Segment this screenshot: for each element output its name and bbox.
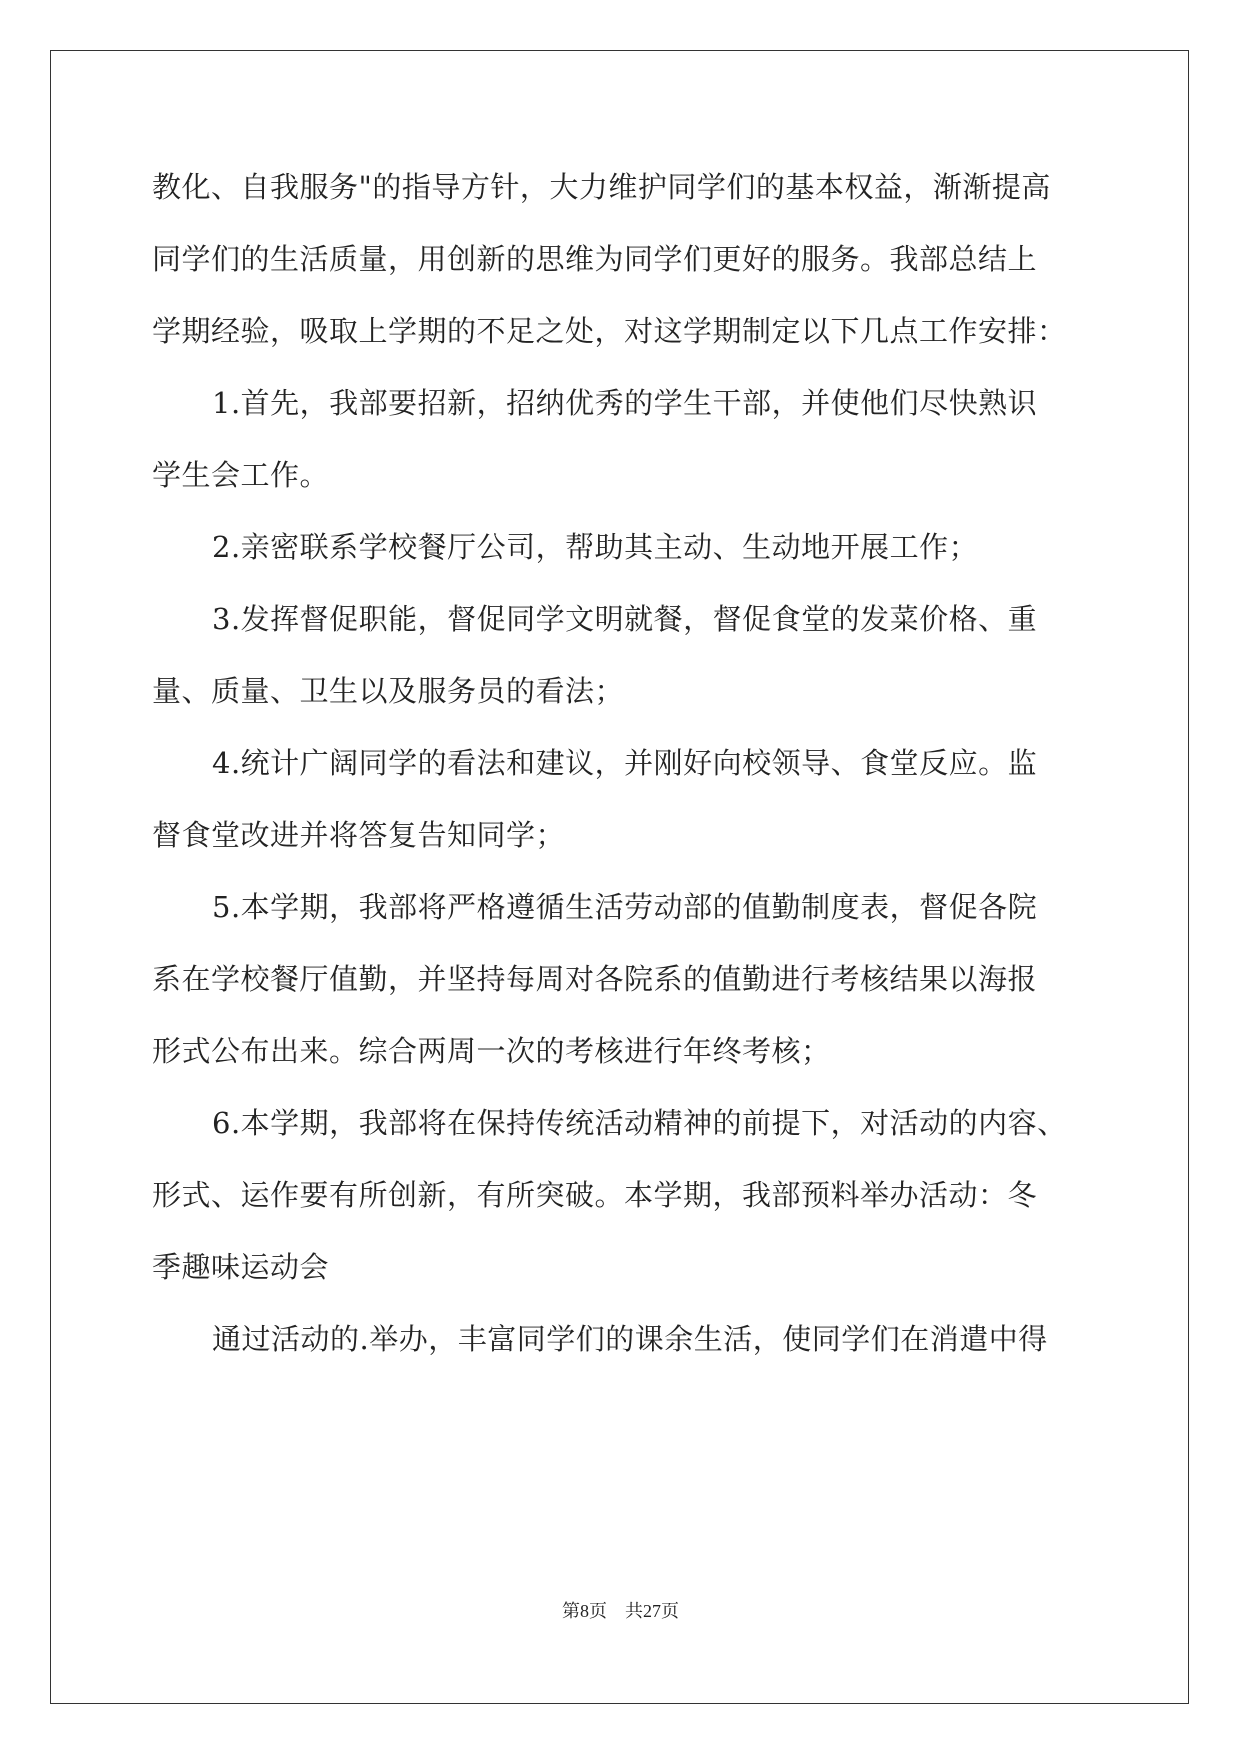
page-footer: [0, 1599, 1241, 1624]
text-line: 同学们的生活质量，用创新的思维为同学们更好的服务。我部总结上: [152, 242, 1038, 276]
page-prefix: 第: [562, 1601, 580, 1622]
total-suffix: 页: [661, 1601, 679, 1622]
text-line: 1.首先，我部要招新，招纳优秀的学生干部，并使他们尽快熟识: [212, 386, 1038, 420]
text-line: 4.统计广阔同学的看法和建议，并刚好向校领导、食堂反应。监: [212, 746, 1038, 780]
page-border: [50, 50, 1189, 1704]
text-line: 季趣味运动会: [152, 1250, 330, 1284]
total-prefix: 共: [625, 1601, 643, 1622]
text-line: 督食堂改进并将答复告知同学；: [152, 818, 566, 852]
text-line: 学期经验，吸取上学期的不足之处，对这学期制定以下几点工作安排：: [152, 314, 1067, 348]
text-line: 量、质量、卫生以及服务员的看法；: [152, 674, 625, 708]
text-line: 6.本学期，我部将在保持传统活动精神的前提下，对活动的内容、: [212, 1106, 1067, 1140]
page-number: 8: [580, 1601, 589, 1621]
text-line: 系在学校餐厅值勤，并坚持每周对各院系的值勤进行考核结果以海报: [152, 962, 1038, 996]
text-line: 形式公布出来。综合两周一次的考核进行年终考核；: [152, 1034, 831, 1068]
text-line: 3.发挥督促职能，督促同学文明就餐，督促食堂的发菜价格、重: [212, 602, 1038, 636]
text-line: 通过活动的.举办，丰富同学们的课余生活，使同学们在消遣中得: [212, 1322, 1048, 1356]
text-line: 形式、运作要有所创新，有所突破。本学期，我部预料举办活动：冬: [152, 1178, 1038, 1212]
text-line: 2.亲密联系学校餐厅公司，帮助其主动、生动地开展工作；: [212, 530, 979, 564]
page-suffix: 页: [589, 1601, 607, 1622]
text-line: 教化、自我服务"的指导方针，大力维护同学们的基本权益，渐渐提高: [152, 170, 1051, 204]
text-line: 5.本学期，我部将严格遵循生活劳动部的值勤制度表，督促各院: [212, 890, 1038, 924]
total-pages: 27: [643, 1601, 661, 1621]
text-line: 学生会工作。: [152, 458, 330, 492]
